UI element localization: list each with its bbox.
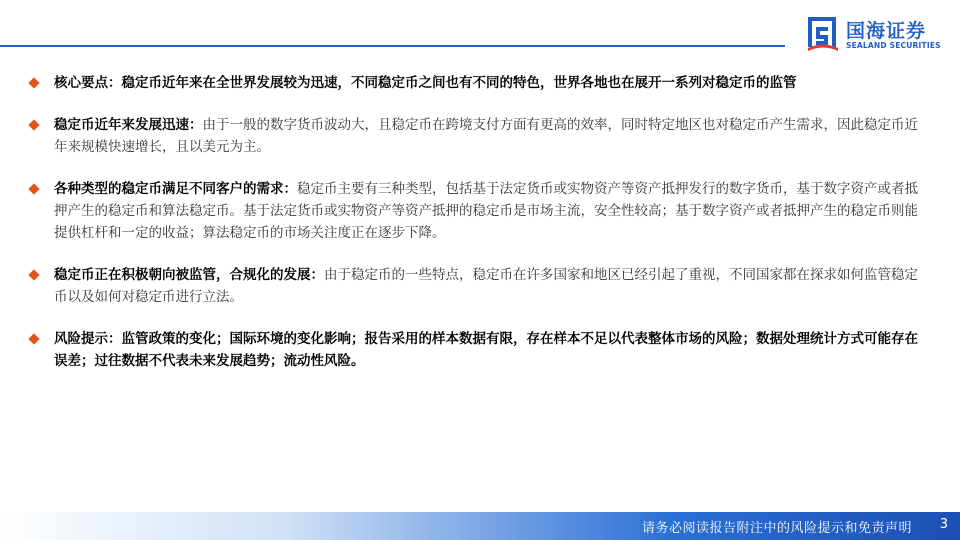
bullet-stablecoin-types bbox=[28, 178, 928, 244]
bullet-body: 监管政策的变化；国际环境的变化影响；报告采用的样本数据有限，存在样本不足以代表整体市场的风险；数据处理统计方式可能存在误差；过往数据不代表未来发展趋势；流动性风险。 bbox=[54, 331, 918, 369]
sealand-logo-icon bbox=[806, 14, 840, 52]
bullet-regulation bbox=[28, 264, 928, 308]
bullet-body: 稳定币主要有三种类型，包括基于法定货币或实物资产等资产抵押发行的数字货币，基于数字资产或者抵押产生的稳定币和算法稳定币。基于法定货币或实物资产等资产抵押的稳定币是市场主流，安全性较高；基于数字资产或者抵押产生的稳定币则能提供杠杆和一定的收益；算法稳定币的市场关注度正在逐步下降。 bbox=[54, 181, 918, 241]
header-divider bbox=[0, 45, 785, 47]
diamond-bullet-icon bbox=[28, 183, 39, 194]
bullet-rapid-growth bbox=[28, 114, 928, 158]
footer-bar bbox=[0, 512, 960, 540]
bullet-lead: 核心要点：稳定币近年来在全世界发展较为迅速，不同稳定币之间也有不同的特色，世界各地也在展开一系列对稳定币的监管 bbox=[54, 75, 797, 91]
brand-name-cn: 国海证券 bbox=[846, 20, 927, 42]
brand-name-en: SEALAND SECURITIES bbox=[846, 41, 941, 50]
bullet-body: 由于稳定币的一些特点，稳定币在许多国家和地区已经引起了重视，不同国家都在探求如何监管稳定币以及如何对稳定币进行立法。 bbox=[54, 267, 918, 305]
bullet-lead: 各种类型的稳定币满足不同客户的需求： bbox=[54, 181, 297, 197]
bullet-core-points bbox=[28, 72, 928, 94]
bullet-body: 由于一般的数字货币波动大，且稳定币在跨境支付方面有更高的效率，同时特定地区也对稳定币产生需求，因此稳定币近年来规模快速增长，且以美元为主。 bbox=[54, 117, 918, 155]
company-logo bbox=[806, 14, 946, 54]
footer-disclaimer: 请务必阅读报告附注中的风险提示和免责声明 bbox=[641, 521, 912, 536]
bullet-risk-warning bbox=[28, 328, 928, 372]
diamond-bullet-icon bbox=[28, 119, 39, 130]
bullet-lead: 稳定币正在积极朝向被监管，合规化的发展： bbox=[54, 267, 324, 283]
bullet-lead: 风险提示： bbox=[54, 331, 122, 347]
bullet-lead: 稳定币近年来发展迅速： bbox=[54, 117, 203, 133]
page-number: 3 bbox=[939, 517, 948, 532]
diamond-bullet-icon bbox=[28, 269, 39, 280]
diamond-bullet-icon bbox=[28, 77, 39, 88]
key-points-list bbox=[28, 72, 928, 392]
diamond-bullet-icon bbox=[28, 333, 39, 344]
